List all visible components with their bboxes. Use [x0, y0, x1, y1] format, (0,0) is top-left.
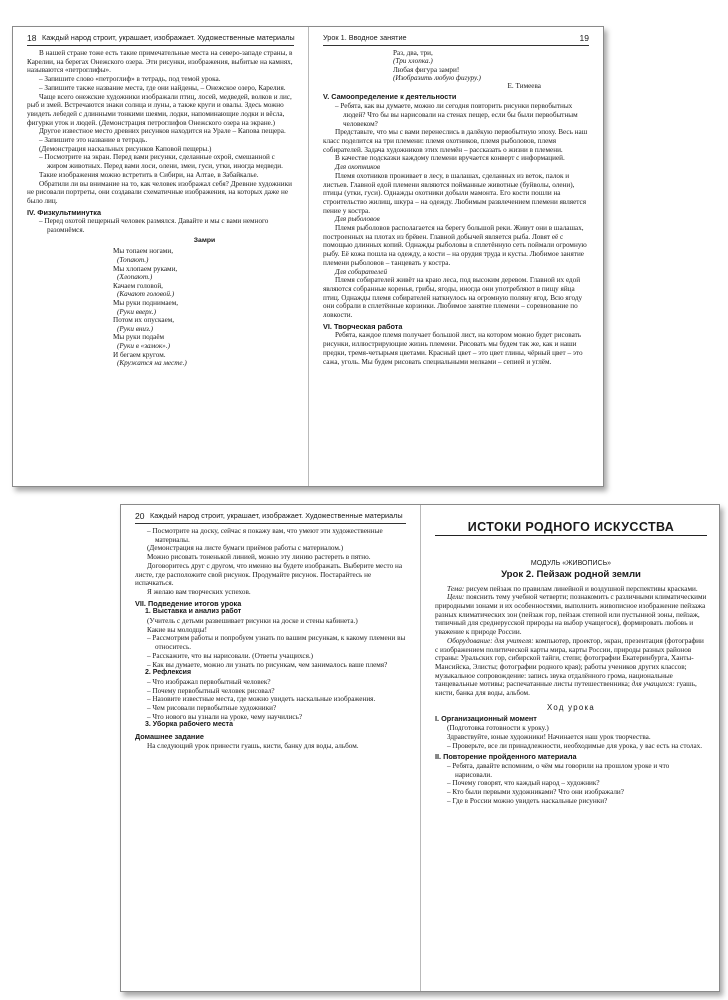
page-body — [323, 49, 591, 482]
paragraph: На следующий урок принести гуашь, кисти, банку для воды, альбом. — [147, 741, 359, 750]
paragraph: (Подготовка готовности к уроку.) — [447, 724, 549, 733]
subheading: Для рыболовов — [335, 215, 380, 224]
paragraph: В качестве подсказки каждому племени вручается конверт с информацией. — [335, 154, 565, 163]
paragraph: Ребята, каждое племя получает большой лист, на котором можно будет рисовать рисунки, иллюстрирующие жизнь племени. Рисовать мы будем так же, как и наши предки, тремя-четырьмя цветами. Красный цвет – это цвет глины, чёрный цвет – это сажа, уголь. Мы будем рисовать специальными мелками – сепией и углём. — [323, 331, 583, 366]
list-item: – Ребята, давайте вспомним, о чём мы говорили на прошлом уроке и что нарисовали. — [447, 761, 670, 779]
list-item: – Кто были первыми художниками? Что они изображали? — [447, 788, 624, 797]
section-heading: VI. Творческая работа — [323, 321, 403, 331]
poem-line: Любая фигура замри! — [393, 65, 460, 74]
poem-line: (Три хлопка.) — [393, 57, 433, 66]
poem-line: (Качают головой.) — [117, 290, 175, 299]
label: для учащихся: — [631, 680, 675, 689]
paragraph: Договоритесь друг с другом, что именно вы будете изображать. Выберите место на листе, где расположите свой рисунок. Продумайте рисунок. Постарайтесь не испачкаться. — [135, 561, 403, 588]
page-body — [135, 527, 408, 987]
poem-line: Мы топаем ногами, — [113, 247, 173, 256]
paragraph: (Демонстрация на листе бумаги приёмов работы с материалом.) — [147, 544, 344, 553]
poem-line: И бегаем кругом. — [113, 350, 166, 359]
list-item: – Назовите известные места, где можно увидеть наскальные изображения. — [147, 695, 376, 704]
section-heading: V. Самоопределение к деятельности — [323, 92, 457, 102]
paragraph: Племя рыболовов располагается на берегу большой реки. Живут они в шалашах, построенных на плотах из брёвен. Главной добычей является рыба. Ловят её с помощью длинных копий. Однажды рыболовы в сплетённую сеть поймали огромную рыбу. Её кожа пошла на одежду, а кости – на орудия труда и кусты. Любимое занятие племени рыболовов – танцевать у костра. — [323, 224, 587, 267]
paragraph: Какие вы молодцы! — [147, 625, 207, 634]
paragraph: (Демонстрация наскальных рисунков Каповой пещеры.) — [39, 144, 212, 153]
paragraph: – Как вы думаете, можно ли узнать по рисункам, чем занималось ваше племя? — [147, 660, 388, 669]
page-header — [27, 31, 294, 46]
text: рисуем пейзаж по правилам линейной и воздушной перспективы красками. — [466, 584, 698, 593]
paragraph — [435, 585, 707, 594]
text: гуашь, кисти, банка для воды, альбом. — [435, 680, 697, 698]
book-spread-bottom — [120, 504, 720, 992]
page-21 — [421, 505, 719, 991]
poem-title: Замри — [193, 236, 216, 244]
section-heading: I. Организационный момент — [435, 714, 537, 724]
paragraph — [435, 593, 707, 637]
paragraph: – Проверьте, все ли принадлежности, необходимые для урока, у вас есть на столах. — [447, 741, 703, 750]
paragraph: – Посмотрите на доску, сейчас я покажу вам, что умеют эти художественные материалы. — [147, 527, 383, 544]
poem-line: Мы хлопаем руками, — [113, 264, 178, 273]
paragraph: Здравствуйте, юные художники! Начинается наш урок творчества. — [447, 732, 651, 741]
poem-line: (Руки вниз.) — [117, 324, 154, 333]
poem-line: Качаем головой, — [113, 281, 163, 290]
paragraph: – Расскажите, что вы нарисовали. (Ответы учащихся.) — [147, 651, 314, 660]
subheading: 1. Выставка и анализ работ — [145, 608, 242, 616]
poem-author: Е. Тимеева — [507, 82, 541, 91]
paragraph: – Перед охотой пещерный человек размялся. Давайте и мы с вами немного разомнёмся. — [39, 217, 269, 235]
list-item: – Почему говорят, что каждый народ – художник? — [447, 779, 600, 788]
page-header — [135, 509, 406, 524]
poem-line: (Кружатся на месте.) — [117, 359, 187, 368]
label: Тема: — [447, 584, 465, 593]
paragraph: – Запишите это название в тетрадь. — [39, 136, 148, 145]
paragraph: Такие изображения можно встретить в Сибири, на Алтае, в Забайкалье. — [39, 170, 259, 179]
running-title: Каждый народ строит, украшает, изображает. Художественные материалы — [150, 511, 403, 520]
text: компьютер, проектор, экран, презентация (фотографии с изображением политической карты мира, карты России, природы разных районов страны: Уральских гор, сибирской тайги, степи; фотографии Екатеринбурга, Ханты-Мансийска, Элисты; фотографии родного края); работы учеников других классов; музыкальное сопровождение: запись звука отдалённого грома, национальные танцевальные мотивы; распечатанные листы путешественника; — [435, 636, 704, 689]
paragraph: В нашей стране тоже есть такие примечательные места на северо-западе страны, в Карелии, на берегах Онежского озера. Эти рисунки, изображения, выбитые на камнях, называются «петроглифы». — [27, 49, 293, 75]
poem-line: Потом их опускаем, — [113, 316, 175, 325]
section-heading: IV. Физкультминутка — [27, 207, 102, 217]
page-body — [435, 513, 707, 987]
label: Оборудование: — [447, 636, 493, 645]
paragraph: Можно рисовать тоненькой линией, можно эту линию растереть в пятно. — [147, 553, 371, 562]
subheading: 2. Рефлексия — [145, 669, 192, 677]
book-spread-top — [12, 26, 604, 487]
paragraph: Племя собирателей живёт на краю леса, под высоким деревом. Главной их едой являются собранные коренья, грибы, ягоды, иногда они употребляют в пищу яйца птиц. Однажды племя собирателей наткнулось на огромную поляну ягод. Всю ягоду они собрали в сплетённые корзинки. Любимое занятие племени – соревнование по ловкости. — [323, 276, 583, 320]
paragraph: – Запишите слово «петроглиф» в тетрадь, под темой урока. — [39, 75, 221, 84]
paragraph: – Рассмотрим работы и попробуем узнать по вашим рисункам, к какому племени вы относитесь. — [147, 634, 406, 652]
list-item: – Что нового вы узнали на уроке, чему научились? — [147, 712, 303, 721]
paragraph: Другое известное место древних рисунков находится на Урале – Капова пещера. — [39, 127, 286, 136]
label: для учителя: — [494, 636, 534, 645]
page-number: 18 — [27, 33, 37, 43]
page-header — [323, 31, 589, 46]
chapter-title: ИСТОКИ РОДНОГО ИСКУССТВА — [467, 520, 675, 534]
page-18 — [13, 27, 308, 486]
poem-line: (Изобразить любую фигуру.) — [393, 73, 481, 82]
poem-line: Мы руки подаём — [113, 333, 165, 342]
list-item: – Где в России можно увидеть наскальные рисунки? — [447, 796, 608, 805]
list-item: – Что изображал первобытный человек? — [147, 677, 271, 686]
paragraph: Представьте, что мы с вами перенеслись в далёкую первобытную эпоху. Весь наш класс поделится на три племени: племя охотников, племя рыболовов, племя собирателей. Задача художников этих племён – рассказать о жизни в племени. — [323, 128, 588, 154]
page-20 — [121, 505, 420, 991]
running-title: Каждый народ строит, украшает, изображает. Художественные материалы — [42, 33, 295, 42]
section-heading: VII. Подведение итогов урока — [135, 598, 242, 608]
poem — [393, 49, 591, 90]
running-title: Урок 1. Вводное занятие — [323, 33, 407, 42]
paragraph: Я желаю вам творческих успехов. — [147, 587, 251, 596]
poem-line: Мы руки поднимаем, — [113, 299, 179, 308]
page-19 — [309, 27, 603, 486]
page-number: 20 — [135, 511, 145, 521]
lesson-title: Урок 2. Пейзаж родной земли — [501, 568, 641, 580]
paragraph: – Посмотрите на экран. Перед вами рисунки, сделанные охрой, смешанной с жиром животных. Перед вами лоси, олени, змеи, гуси, утки, иногда медведи. — [39, 153, 283, 171]
section-heading: Домашнее задание — [135, 732, 204, 742]
text: пояснить тему учебной четверти; познакомить с различными климатическими природными зонами и их особенностями, выполнить живописное изображение пейзажа разных климатических зон (пейзаж гор, пейзаж степной или пустынной зоны, пейзаж, типичный для среднерусской природы на выбор учащегося), формировать любовь и уважение к природе России. — [435, 593, 707, 637]
list-item: – Почему первобытный человек рисовал? — [147, 686, 275, 695]
paragraph: – Запишите также название места, где они найдены, – Онежское озеро, Карелия. — [39, 83, 286, 92]
list-item: – Чем рисовали первобытные художники? — [147, 704, 277, 713]
page-number: 19 — [579, 33, 589, 43]
poem — [113, 237, 296, 368]
subheading: Для охотников — [335, 163, 381, 172]
poem-line: (Руки вверх.) — [117, 307, 156, 316]
module-label: МОДУЛЬ «ЖИВОПИСЬ» — [530, 560, 612, 568]
title-rule — [435, 535, 707, 537]
paragraph: Обратили ли вы внимание на то, как человек изображал себя? Древние художники не рисовали портреты, они создавали схематичные изображения, на которых даже не было лиц. — [27, 179, 292, 205]
subheading: 3. Уборка рабочего места — [145, 721, 233, 729]
paragraph: Чаще всего онежские художники изображали птиц, лосей, медведей, волков и лис, рыб и змей. Встречаются знаки солнца и луны, а также круги и овалы. Здесь можно увидеть лебедей с длинными тонкими шеями, лодки, напоминающие лодки и вёсла, фигурки уток и людей. (Демонстрация петроглифов Онежского озера на экране.) — [27, 92, 292, 127]
poem-line: (Хлопают.) — [117, 273, 153, 282]
poem-line: Раз, два, три, — [393, 49, 433, 57]
course-heading: Ход урока — [546, 702, 596, 712]
paragraph: – Ребята, как вы думаете, можно ли сегодня повторить рисунки первобытных людей? Что бы вы нарисовали на стенах пещер, если бы были первобытным человеком? — [335, 102, 578, 128]
subheading: Для собирателей — [335, 267, 388, 276]
page-body — [27, 49, 296, 482]
poem-line: (Топают.) — [117, 256, 149, 265]
paragraph — [435, 637, 707, 698]
label: Цели: — [447, 593, 465, 602]
poem-line: (Руки в «замок».) — [117, 342, 170, 350]
section-heading: II. Повторение пройденного материала — [435, 752, 577, 762]
paragraph: (Учитель с детьми развешивает рисунки на доске и стены кабинета.) — [147, 617, 358, 626]
paragraph: Племя охотников проживает в лесу, в шалашах, сделанных из веток, палок и листьев. Главной едой племени являются пойманные животные (буйволы, олени), птицы (утки, гуси). Однажды охотники добыли мамонта. Его кости пошли на строительство жилищ, шкура – на одежду. Любимым развлечением племени является пение у костра. — [323, 171, 587, 215]
